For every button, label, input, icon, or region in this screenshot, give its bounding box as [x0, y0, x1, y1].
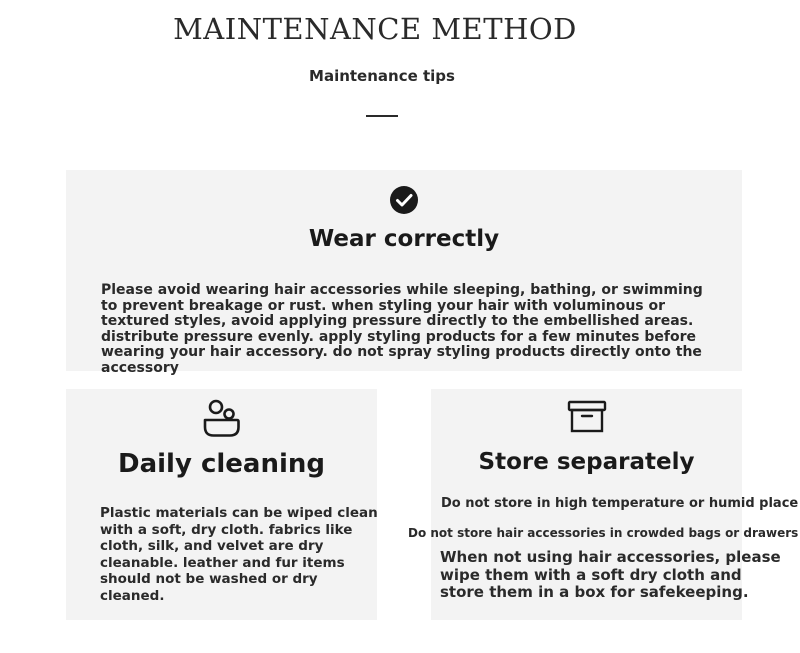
storage-box-icon: [567, 400, 607, 434]
page-subtitle: Maintenance tips: [309, 67, 455, 85]
store-separately-card: [408, 389, 799, 620]
daily-cleaning-text: Plastic materials can be wiped clean with a soft, dry cloth. fabrics like cloth, silk, and velvet are dry cleanable. leather and fur items should not be washed or dry cleaned.: [100, 505, 378, 604]
page-title: MAINTENANCE METHOD: [173, 12, 577, 46]
store-note-humidity: Do not store in high temperature or humid place: [441, 496, 799, 511]
wear-correctly-title: Wear correctly: [308, 226, 500, 252]
store-note-crowded: Do not store hair accessories in crowded bags or drawers: [408, 526, 799, 540]
daily-cleaning-card: [66, 389, 377, 620]
soap-bubbles-icon: [203, 398, 241, 438]
checkmark-circle-icon: [389, 185, 419, 215]
title-divider: [366, 115, 398, 117]
store-separately-title: Store separately: [478, 449, 695, 475]
wear-correctly-card: [66, 170, 742, 376]
daily-cleaning-title: Daily cleaning: [118, 449, 325, 479]
wear-correctly-text: Please avoid wearing hair accessories while sleeping, bathing, or swimming to prevent breakage or rust. when styling your hair with voluminous or textured styles, avoid applying pressure directly to the embellished areas. distribute pressure evenly. apply styling products for a few minutes before wearing your hair accessory. do not spray styling products directly onto the accessory: [101, 282, 703, 376]
store-separately-text: When not using hair accessories, please wipe them with a soft dry cloth and store them in a box for safekeeping.: [440, 548, 781, 601]
